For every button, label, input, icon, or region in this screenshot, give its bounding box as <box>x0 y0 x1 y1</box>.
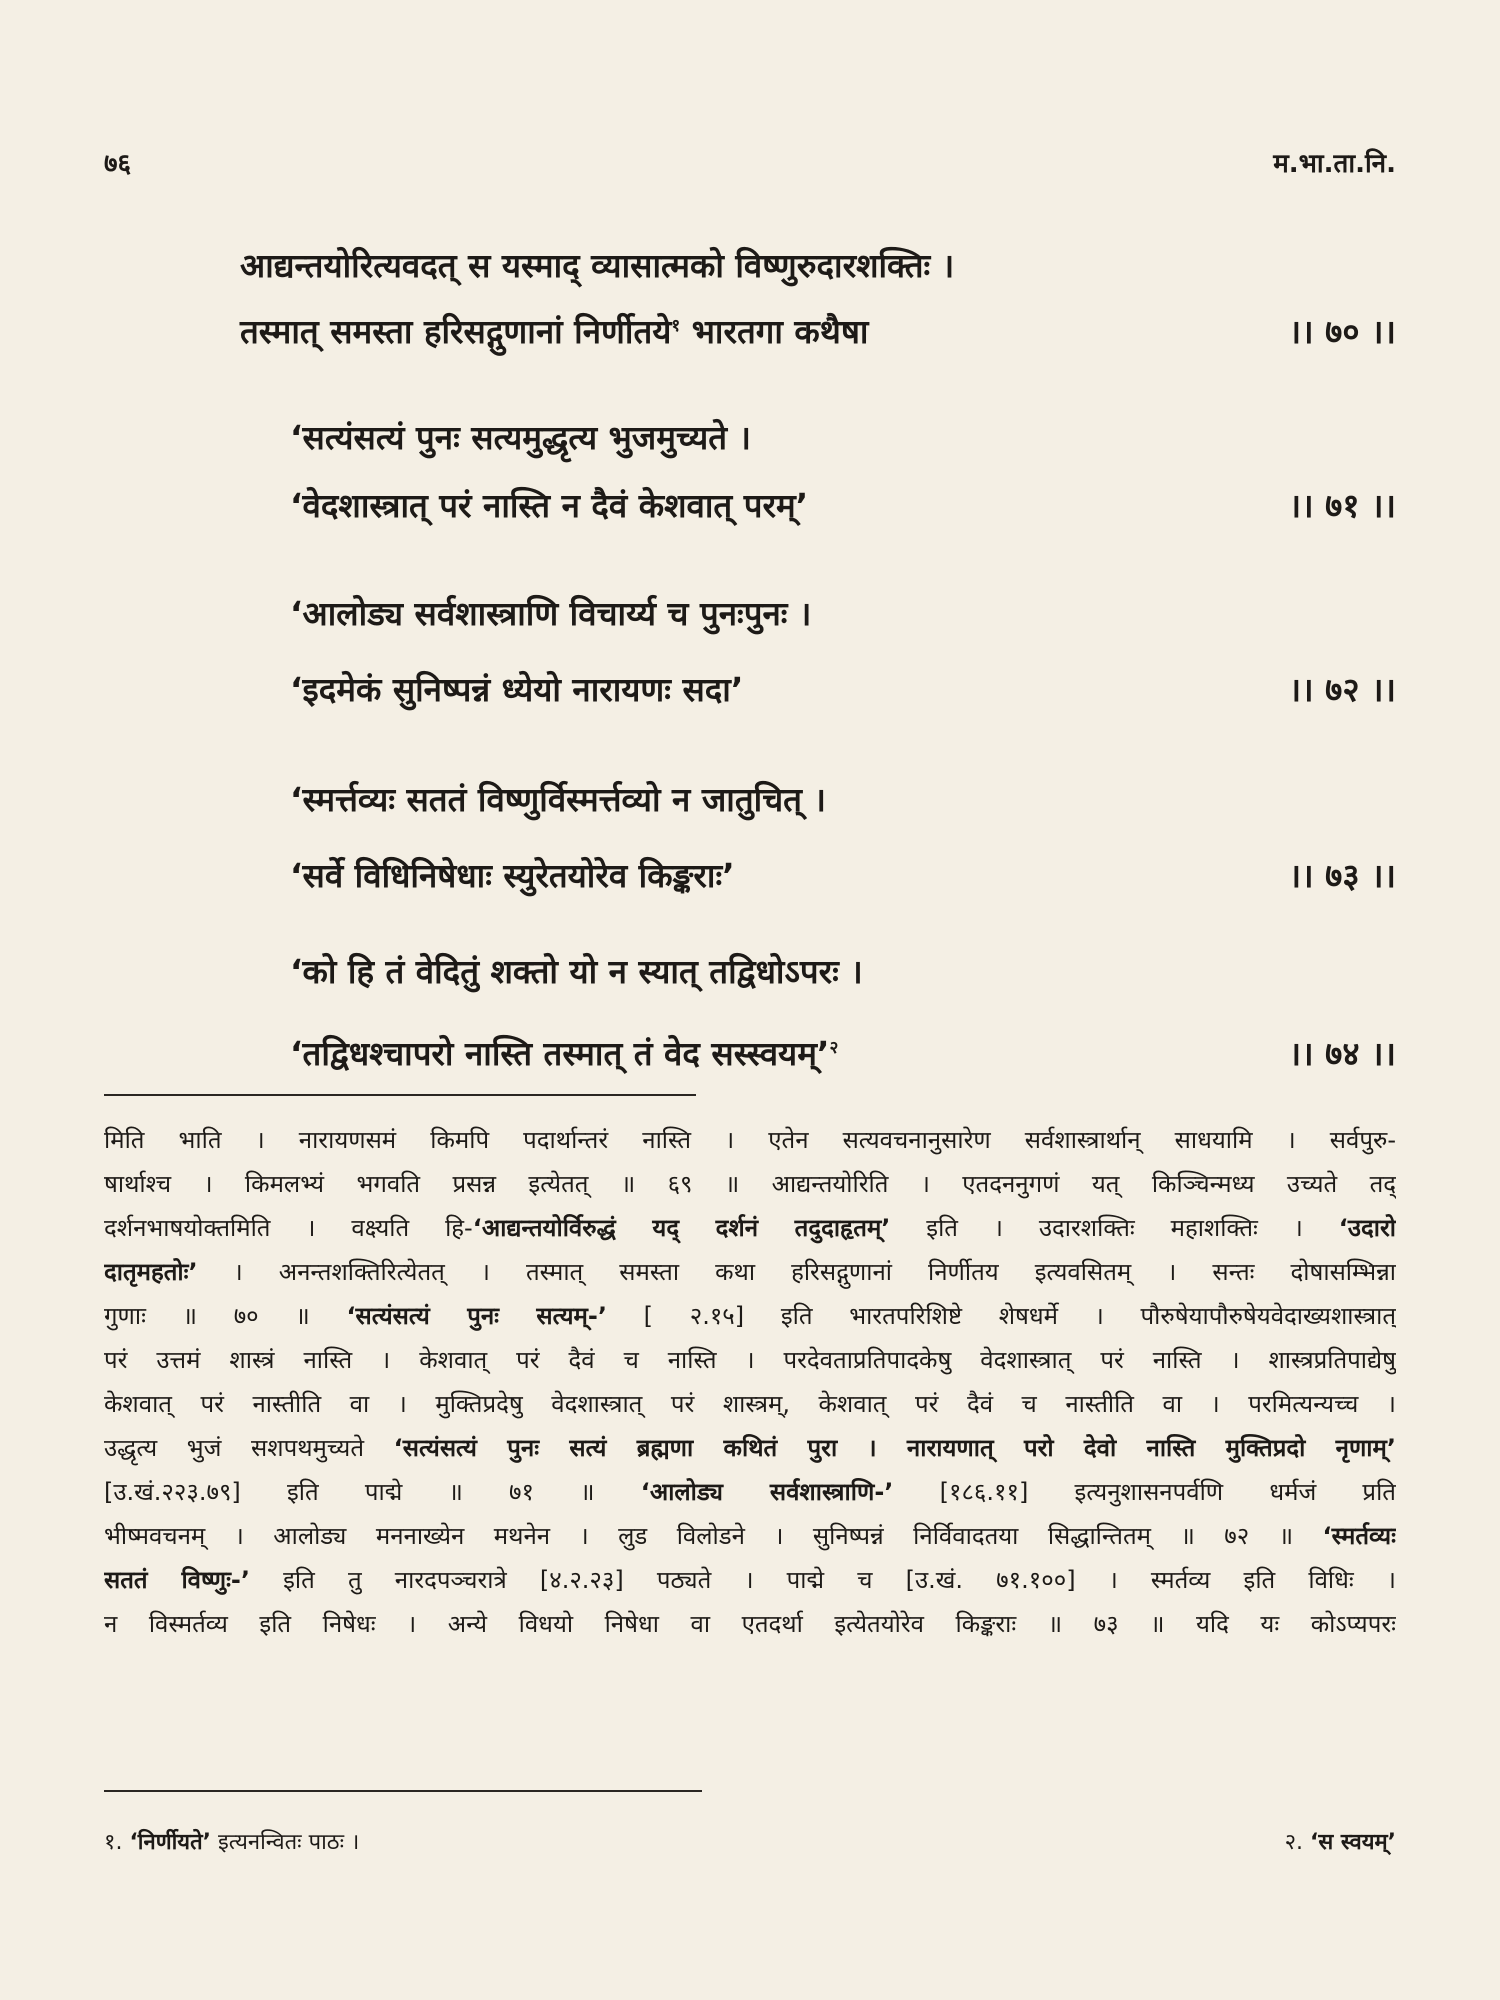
commentary-text: केशवात् परं नास्तीति वा । मुक्तिप्रदेषु वेदशास्त्रात् परं शास्त्रम्, केशवात् परं दैवं च नास्तीति वा । परमित्यन्यच्च । <box>104 1390 1396 1418</box>
footnote-2-reading: ‘स स्वयम्’ <box>1310 1830 1396 1855</box>
footnote-1-reading: ‘निर्णीयते’ <box>129 1830 211 1855</box>
commentary-text: गुणाः ॥ ७० ॥ <box>104 1302 347 1330</box>
verse-70-line-1: आद्यन्तयोरित्यवदत् स यस्माद् व्यासात्मको विष्णुरुदारशक्तिः । <box>240 246 955 285</box>
verse-line <box>0 408 1500 464</box>
running-title: म.भा.ता.नि. <box>1273 149 1396 179</box>
verse-line <box>0 1024 1500 1080</box>
commentary-line <box>104 1558 1396 1602</box>
commentary-text: [ २.१५] इति भारतपरिशिष्टे शेषधर्मे । पौरुषेयापौरुषेयवेदाख्यशास्त्रात् <box>606 1302 1396 1330</box>
commentary-text: भीष्मवचनम् । आलोड्य मननाख्येन मथनेन । लुड विलोडने । सुनिष्पन्नं निर्विवादतया सिद्धान्तितम् ॥ ७२ ॥ <box>104 1522 1323 1550</box>
commentary-text: षार्थाश्च । किमलभ्यं भगवति प्रसन्न इत्येतत् ॥ ६९ ॥ आद्यन्तयोरिति । एतदननुगणं यत् किञ्चिन्मध्य उच्यते तद् <box>104 1170 1396 1198</box>
verse-line <box>0 942 1500 998</box>
verse-line <box>0 302 1500 358</box>
commentary-text: इति । उदारशक्तिः महाशक्तिः । <box>890 1214 1339 1242</box>
commentary-quote: ‘उदारो <box>1338 1214 1396 1242</box>
verse-line <box>0 846 1500 902</box>
verse-70-line-2-text: तस्मात् समस्ता हरिसद्गुणानां निर्णीतये <box>240 312 672 351</box>
verse-74-line-1: ‘को हि तं वेदितुं शक्तो यो न स्यात् तद्विधोऽपरः । <box>290 952 863 991</box>
verse-74-line-2 <box>290 1030 838 1075</box>
commentary-text: [उ.खं.२२३.७९] इति पाद्मे ॥ ७१ ॥ <box>104 1478 641 1506</box>
commentary-line <box>104 1426 1396 1470</box>
footnote-divider <box>104 1790 702 1792</box>
commentary-quote: ‘आद्यन्तयोर्विरुद्धं यद् दर्शनं तदुदाहृतम्’ <box>472 1214 891 1242</box>
verse-line <box>0 584 1500 640</box>
commentary-quote: ‘आलोड्य सर्वशास्त्राणि-’ <box>640 1478 894 1506</box>
footnote-1-number: १. <box>104 1830 130 1855</box>
verse-number: ।। ७४ ।। <box>1288 1034 1396 1073</box>
commentary-quote: ‘सत्यंसत्यं पुनः सत्यं ब्रह्मणा कथितं पुरा । नारायणात् परो देवो नास्ति मुक्तिप्रदो नृणाम्’ <box>393 1434 1396 1462</box>
verse-73-line-2: ‘सर्वे विधिनिषेधाः स्युरेतयोरेव किङ्कराः’ <box>290 856 735 895</box>
verse-71-line-2: ‘वेदशास्त्रात् परं नास्ति न दैवं केशवात् परम्’ <box>290 486 809 525</box>
commentary-quote: ‘सत्यंसत्यं पुनः सत्यम्-’ <box>346 1302 607 1330</box>
commentary-text: मिति भाति । नारायणसमं किमपि पदार्थान्तरं नास्ति । एतेन सत्यवचनानुसारेण सर्वशास्त्रार्थान् साधयामि । सर्वपुरु- <box>104 1126 1396 1154</box>
commentary-line <box>104 1338 1396 1382</box>
verse-71-line-1: ‘सत्यंसत्यं पुनः सत्यमुद्धृत्य भुजमुच्यते । <box>290 418 752 457</box>
commentary-text: दर्शनभाषयोक्तमिति । वक्ष्यति हि- <box>104 1214 473 1242</box>
commentary-line <box>104 1250 1396 1294</box>
footnote-ref-1: १ <box>671 316 681 336</box>
commentary-text: । अनन्तशक्तिरित्येतत् । तस्मात् समस्ता कथा हरिसद्गुणानां निर्णीतय इत्यवसितम् । सन्तः दोषासम्भिन्ना <box>197 1258 1396 1286</box>
footnote-ref-2: २ <box>829 1038 839 1058</box>
verse-number: ।। ७० ।। <box>1288 312 1396 351</box>
commentary <box>104 1118 1396 1646</box>
commentary-quote: दातृमहतोः’ <box>104 1258 198 1286</box>
commentary-line <box>104 1470 1396 1514</box>
commentary-line <box>104 1602 1396 1646</box>
footnote-2 <box>1285 1826 1396 1866</box>
verse-70-line-2 <box>240 308 868 353</box>
verse-70-line-2-end: भारतगा कथैषा <box>680 312 869 351</box>
verse-number: ।। ७१ ।। <box>1288 486 1396 525</box>
commentary-line <box>104 1162 1396 1206</box>
verse-74-line-2-text: ‘तद्विधश्चापरो नास्ति तस्मात् तं वेद सस्स्वयम्’ <box>290 1034 830 1073</box>
verse-73-line-1: ‘स्मर्त्तव्यः सततं विष्णुर्विस्मर्त्तव्यो न जातुचित् । <box>290 780 826 819</box>
verse-number: ।। ७३ ।। <box>1288 856 1396 895</box>
commentary-line <box>104 1382 1396 1426</box>
verse-commentary-divider <box>104 1094 696 1096</box>
footnote-1 <box>104 1826 359 1866</box>
verse-line <box>0 660 1500 716</box>
footnote-2-number: २. <box>1284 1830 1311 1855</box>
commentary-line <box>104 1206 1396 1250</box>
verse-line <box>0 476 1500 532</box>
verse-line <box>0 236 1500 292</box>
verse-number: ।। ७२ ।। <box>1288 670 1396 709</box>
commentary-text: [१८६.११] इत्यनुशासनपर्वणि धर्मजं प्रति <box>893 1478 1396 1506</box>
page-number: ७६ <box>104 149 132 179</box>
verse-72-line-2: ‘इदमेकं सुनिष्पन्नं ध्येयो नारायणः सदा’ <box>290 670 744 709</box>
commentary-text: उद्धृत्य भुजं सशपथमुच्यते <box>104 1434 394 1462</box>
commentary-text: इति तु नारदपञ्चरात्रे [४.२.२३] पठ्यते । पाद्मे च [उ.खं. ७१.१००] । स्मर्तव्य इति विधिः । <box>250 1566 1396 1594</box>
commentary-text: न विस्मर्तव्य इति निषेधः । अन्ये विधयो निषेधा वा एतदर्था इत्येतयोरेव किङ्कराः ॥ ७३ ॥ यदि यः कोऽप्यपरः <box>104 1610 1396 1638</box>
verse-line <box>0 770 1500 826</box>
commentary-quote: ‘स्मर्तव्यः <box>1322 1522 1396 1550</box>
page-header <box>104 142 1396 182</box>
footnote-1-note: इत्यनन्वितः पाठः । <box>210 1830 360 1855</box>
commentary-text: परं उत्तमं शास्त्रं नास्ति । केशवात् परं दैवं च नास्ति । परदेवताप्रतिपादकेषु वेदशास्त्रात् परं नास्ति । शास्त्रप्रतिपाद्येषु <box>104 1346 1396 1374</box>
footnotes <box>104 1826 1396 1866</box>
commentary-line <box>104 1514 1396 1558</box>
commentary-line <box>104 1294 1396 1338</box>
verse-72-line-1: ‘आलोड्य सर्वशास्त्राणि विचार्य्य च पुनःपुनः । <box>290 594 812 633</box>
commentary-line <box>104 1118 1396 1162</box>
commentary-quote: सततं विष्णुः-’ <box>104 1566 251 1594</box>
